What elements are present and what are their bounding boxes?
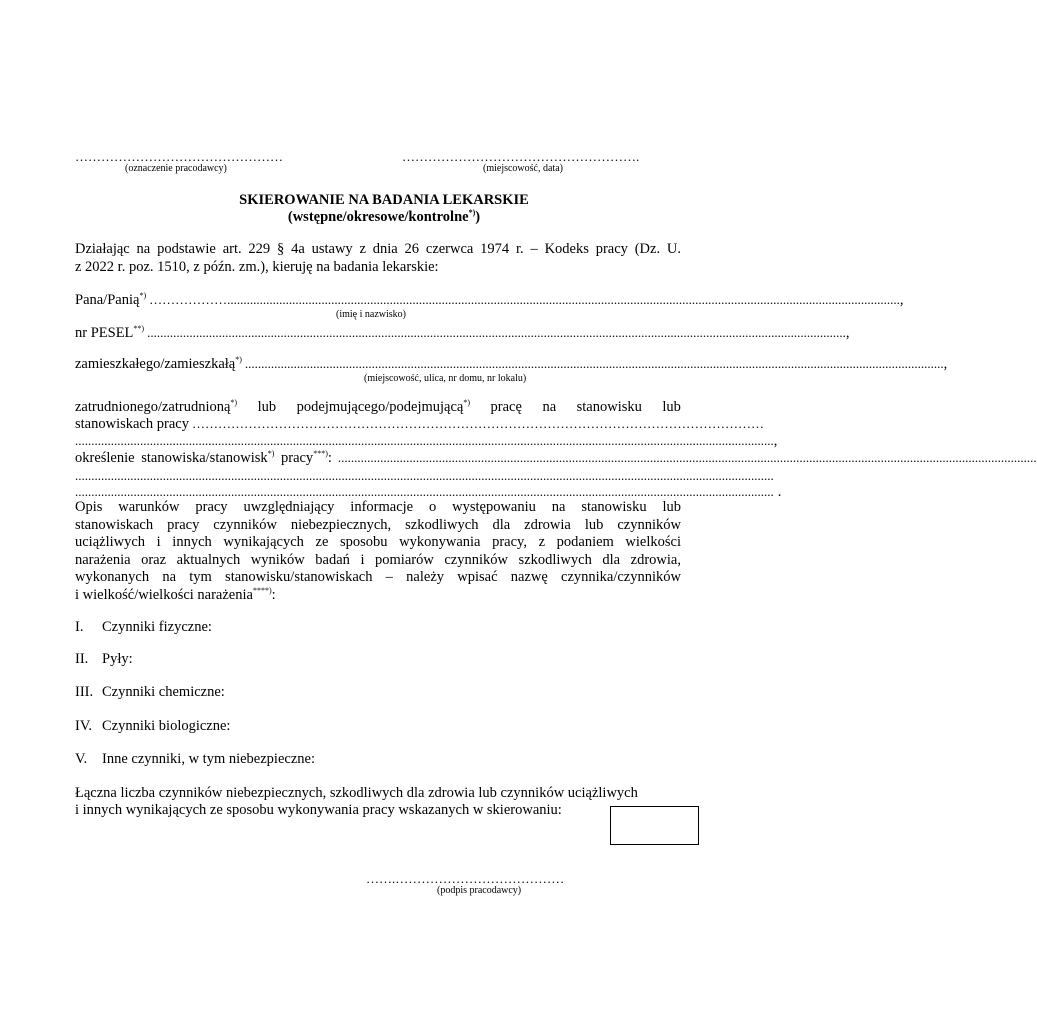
position-dots[interactable]: ....................................................................................................................................................................................................................... [337,450,1037,465]
name-dots[interactable]: ………………............................................................................................................................................................................................................... [149,292,900,307]
signature-caption: (podpis pracodawcy) [437,885,522,896]
pesel-field-row[interactable] [75,324,850,342]
employment-line-1: zatrudnionego/zatrudnioną*) lub podejmującego/podejmującą*) pracę na stanowisku lub [75,398,681,415]
total-line-2: i innych wynikających ze sposobu wykonywania pracy wskazanych w skierowaniu: [75,802,562,818]
factor-item-biological [75,718,230,735]
address-caption: (miejscowość, ulica, nr domu, nr lokalu) [364,373,527,384]
name-field-row[interactable] [75,291,904,309]
workplace-dots[interactable]: …………………………………………………………………………………………………………………… [191,416,764,431]
workplace-dots-2[interactable]: ....................................................................................................................................................................................................................... [75,433,774,448]
factor-number: V. [75,751,88,767]
factor-label: Czynniki fizyczne: [102,619,212,635]
factor-item-physical [75,619,212,636]
factor-number: III. [75,684,94,700]
position-label: określenie stanowiska/stanowisk*) pracy***): [75,449,332,466]
description-line-2: stanowiskach pracy czynników niebezpiecznych, szkodliwych dla zdrowia lub czynników [75,516,681,533]
signature-dots[interactable]: …….………………………………… [366,871,565,886]
position-field-row[interactable] [75,449,1037,467]
factor-item-chemical [75,684,225,701]
factor-item-other [75,751,315,768]
pesel-label: nr PESEL**) [75,324,145,341]
working-conditions-description [75,499,681,604]
description-line-6: i wielkość/wielkości narażenia****): [75,585,276,603]
place-date-dots: ………………………………………………. [402,149,640,164]
pesel-end: , [845,325,850,341]
address-label: zamieszkałego/zamieszkałą*) [75,355,242,372]
description-line-3: uciążliwych i innych wynikających ze sposobu wykonywania pracy, z podaniem wielkości [75,534,681,550]
factor-label: Czynniki biologiczne: [102,718,231,734]
subtitle-footnote-mark: *) [468,208,476,218]
position-dots-3[interactable]: ....................................................................................................................................................................................................................... [75,484,774,499]
description-line-5: wykonanych na tym stanowisku/stanowiskach – należy wpisać nazwę czynnika/czynników [75,569,681,585]
address-dots[interactable]: ....................................................................................................................................................................................................................... [244,356,944,371]
total-line-1: Łączna liczba czynników niebezpiecznych, szkodliwych dla zdrowia lub czynników uciążliwych [75,785,638,801]
description-line-1: Opis warunków pracy uwzględniający informacje o występowaniu na stanowisku lub [75,499,681,515]
employment-line-3[interactable] [75,433,778,450]
place-date-caption: (miejscowość, data) [483,163,563,174]
total-count-box[interactable] [610,806,699,845]
factor-number: I. [75,619,84,635]
address-field-row[interactable] [75,355,948,373]
employer-caption: (oznaczenie pracodawcy) [125,163,227,174]
workplace-label: stanowiskach pracy [75,416,189,432]
factor-label: Inne czynniki, w tym niebezpieczne: [102,751,315,767]
employment-line-2[interactable] [75,416,764,433]
document-subtitle [0,209,768,226]
description-line-4: narażenia oraz aktualnych wyników badań i pomiarów czynników szkodliwych dla zdrowia, [75,551,681,568]
factor-label: Czynniki chemiczne: [102,684,225,700]
subtitle-text: (wstępne/okresowe/kontrolne [287,209,469,225]
name-caption: (imię i nazwisko) [336,309,406,320]
position-end: . [777,484,782,500]
pesel-dots[interactable]: ....................................................................................................................................................................................................................... [147,325,846,340]
intro-line-2: z 2022 r. poz. 1510, z późn. zm.), kieruję na badania lekarskie: [75,258,439,275]
subtitle-close: ) [475,209,481,225]
factor-number: IV. [75,718,93,734]
factor-item-dust [75,651,133,668]
intro-paragraph [75,241,681,276]
factor-number: II. [75,651,89,667]
employer-dots: ………………………………………… [75,149,283,164]
name-label: Pana/Panią*) [75,291,147,308]
document-title: SKIEROWANIE NA BADANIA LEKARSKIE [239,192,529,208]
workplace-end: , [773,433,778,449]
position-dots-2[interactable]: ....................................................................................................................................................................................................................... [75,468,774,483]
name-end: , [899,292,904,308]
factor-label: Pyły: [102,651,133,667]
intro-line-1: Działając na podstawie art. 229 § 4a ustawy z dnia 26 czerwca 1974 r. – Kodeks pracy (Dz. U. [75,241,681,257]
address-end: , [943,356,948,372]
